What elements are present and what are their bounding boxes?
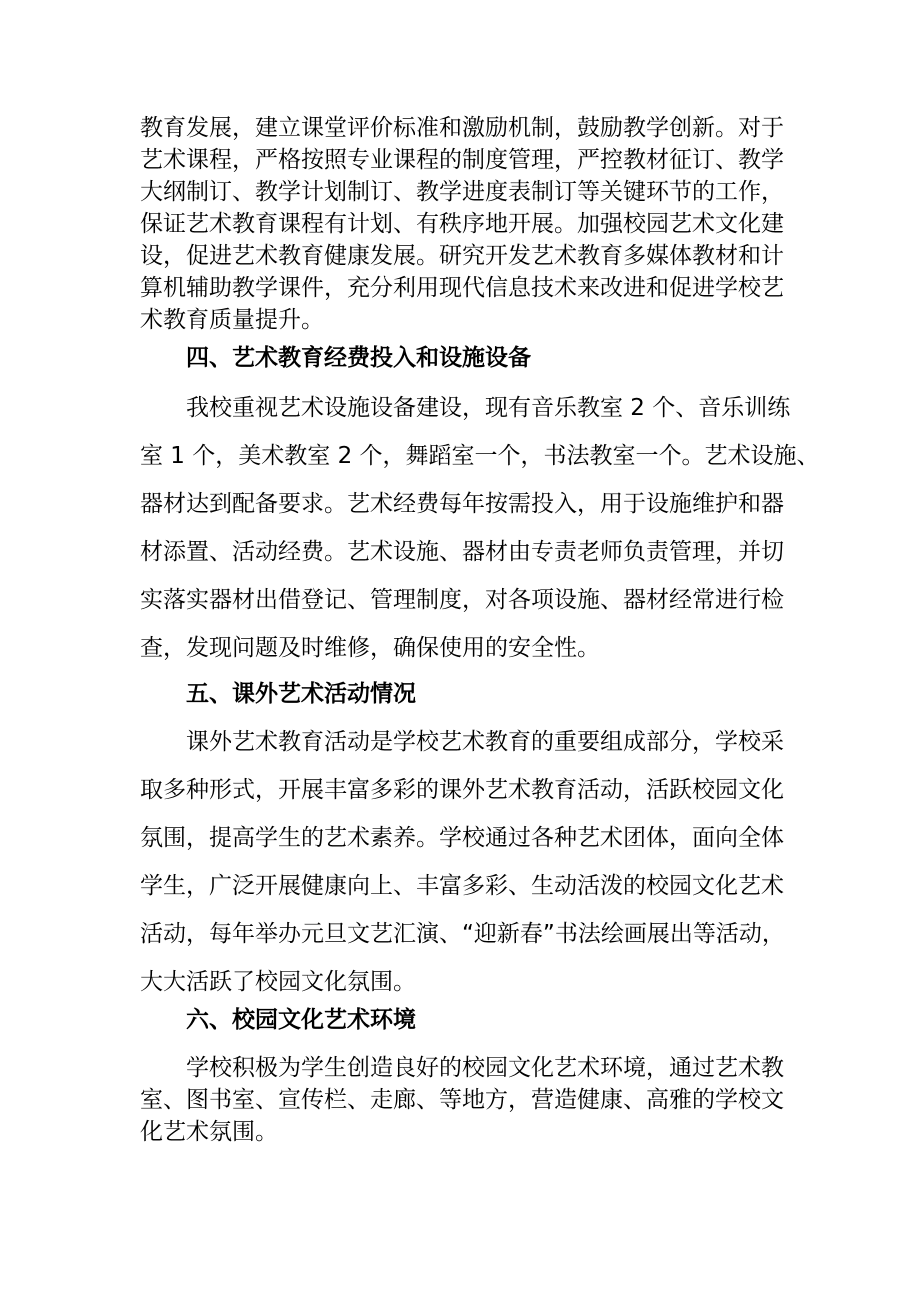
paragraph-line: 学生，广泛开展健康向上、丰富多彩、生动活泼的校园文化艺术 [140,873,784,899]
paragraph-line: 器材达到配备要求。艺术经费每年按需投入，用于设施维护和器 [140,491,784,517]
paragraph-course-management [140,112,785,336]
paragraph-line: 课外艺术教育活动是学校艺术教育的重要组成部分，学校采 [186,729,784,755]
paragraph-line: 实落实器材出借登记、管理制度，对各项设施、器材经常进行检 [140,587,784,613]
paragraph-line: 氛围，提高学生的艺术素养。学校通过各种艺术团体，面向全体 [140,825,784,851]
paragraph-line: 保证艺术教育课程有计划、有秩序地开展。加强校园艺术文化建 [140,211,784,237]
paragraph-line: 设，促进艺术教育健康发展。研究开发艺术教育多媒体教材和计 [140,243,784,269]
paragraph-line: 艺术课程，严格按照专业课程的制度管理，严控教材征订、教学 [140,147,784,173]
section-heading-environment: 六、校园文化艺术环境 [186,1007,416,1033]
paragraph-line: 大纲制订、教学计划制订、教学进度表制订等关键环节的工作， [140,179,784,205]
paragraph-extracurricular [140,718,785,1006]
paragraph-line: 化艺术氛围。 [140,1119,278,1145]
paragraph-line: 术教育质量提升。 [140,307,324,333]
paragraph-line: 大大活跃了校园文化氛围。 [140,969,416,995]
paragraph-line: 我校重视艺术设施设备建设，现有音乐教室 2 个、音乐训练 [186,395,791,421]
section-heading-extracurricular: 五、课外艺术活动情况 [186,681,416,707]
paragraph-line: 取多种形式，开展丰富多彩的课外艺术教育活动，活跃校园文化 [140,777,784,803]
paragraph-line: 学校积极为学生创造良好的校园文化艺术环境，通过艺术教 [186,1055,784,1081]
paragraph-facilities [140,384,820,672]
paragraph-line: 活动，每年举办元旦文艺汇演、“迎新春”书法绘画展出等活动， [140,921,785,947]
paragraph-environment [140,1052,785,1148]
paragraph-line: 材添置、活动经费。艺术设施、器材由专责老师负责管理，并切 [140,539,784,565]
paragraph-line: 算机辅助教学课件，充分利用现代信息技术来改进和促进学校艺 [140,275,784,301]
paragraph-line: 查，发现问题及时维修，确保使用的安全性。 [140,635,600,661]
section-heading-funding: 四、艺术教育经费投入和设施设备 [186,345,531,371]
paragraph-line: 室 1 个，美术教室 2 个，舞蹈室一个，书法教室一个。艺术设施、 [140,443,820,469]
paragraph-line: 室、图书室、宣传栏、走廊、等地方，营造健康、高雅的学校文 [140,1087,784,1113]
paragraph-line: 教育发展，建立课堂评价标准和激励机制，鼓励教学创新。对于 [140,115,784,141]
